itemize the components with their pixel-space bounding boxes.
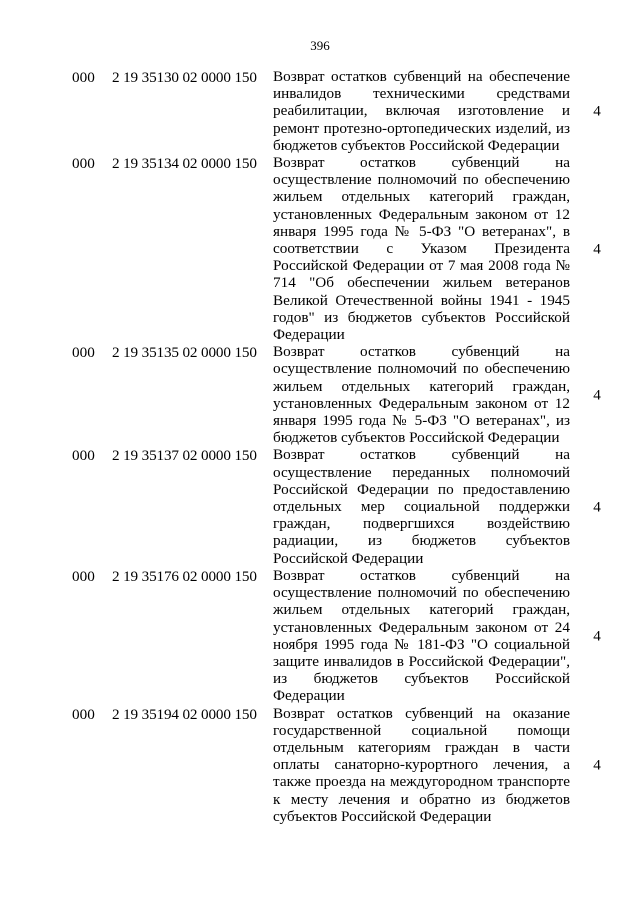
norm-value: 4 xyxy=(593,627,601,645)
revenue-name: Возврат остатков субвенций на осуществление полномочий по обеспечению жильем отдельных категорий граждан, установленных Федеральным законом от 24 ноября 1995 года № 181-ФЗ "О социальной защите инвалидов в Российской Федерации", из бюджетов субъектов Российской Федерации xyxy=(273,566,570,705)
admin-code: 000 xyxy=(72,344,95,362)
norm-value: 4 xyxy=(593,386,601,404)
admin-code: 000 xyxy=(72,567,95,585)
table-row xyxy=(0,446,640,566)
table-row xyxy=(0,154,640,343)
revenue-name: Возврат остатков субвенций на обеспечение инвалидов техническими средствами реабилитации, включая изготовление и ремонт протезно-ортопедических изделий, из бюджетов субъектов Российской Федерации xyxy=(273,68,570,154)
budget-classification-code: 2 19 35130 02 0000 150 xyxy=(112,69,257,86)
norm-value: 4 xyxy=(593,102,601,120)
page-number: 396 xyxy=(310,38,330,53)
table-row xyxy=(0,705,640,825)
admin-code: 000 xyxy=(72,69,95,86)
budget-classification-code: 2 19 35137 02 0000 150 xyxy=(112,447,257,465)
revenue-name: Возврат остатков субвенций на осуществление полномочий по обеспечению жильем отдельных категорий граждан, установленных Федеральным законом от 12 января 1995 года № 5-ФЗ "О ветеранах", из бюджетов субъектов Российской Федерации xyxy=(273,343,570,447)
revenue-name: Возврат остатков субвенций на осуществление переданных полномочий Российской Федерации по предоставлению отдельных мер социальной поддержки граждан, подвергшихся воздействию радиации, из бюджетов субъектов Российской Федерации xyxy=(273,446,570,567)
budget-classification-code: 2 19 35176 02 0000 150 xyxy=(112,567,257,585)
table-row xyxy=(0,68,640,154)
budget-classification-code: 2 19 35135 02 0000 150 xyxy=(112,344,257,362)
revenue-name: Возврат остатков субвенций на осуществление полномочий по обеспечению жильем отдельных категорий граждан, установленных Федеральным законом от 12 января 1995 года № 5-ФЗ "О ветеранах", в соответствии с Указом Президента Российской Федерации от 7 мая 2008 года № 714 "Об обеспечении жильем ветеранов Великой Отечественной войны 1941 - 1945 годов" из бюджетов субъектов Российской Федерации xyxy=(273,154,570,344)
budget-classification-code: 2 19 35134 02 0000 150 xyxy=(112,155,257,173)
table-row xyxy=(0,567,640,705)
budget-classification-code: 2 19 35194 02 0000 150 xyxy=(112,705,257,723)
budget-code-table xyxy=(0,68,640,825)
table-row xyxy=(0,343,640,446)
revenue-name: Возврат остатков субвенций на оказание государственной социальной помощи отдельным категориям граждан в части оплаты санаторно-курортного лечения, а также проезда на междугородном транспорте к месту лечения и обратно из бюджетов субъектов Российской Федерации xyxy=(273,704,570,825)
admin-code: 000 xyxy=(72,705,95,723)
admin-code: 000 xyxy=(72,155,95,173)
norm-value: 4 xyxy=(593,240,601,258)
norm-value: 4 xyxy=(593,756,601,774)
norm-value: 4 xyxy=(593,498,601,516)
admin-code: 000 xyxy=(72,447,95,465)
